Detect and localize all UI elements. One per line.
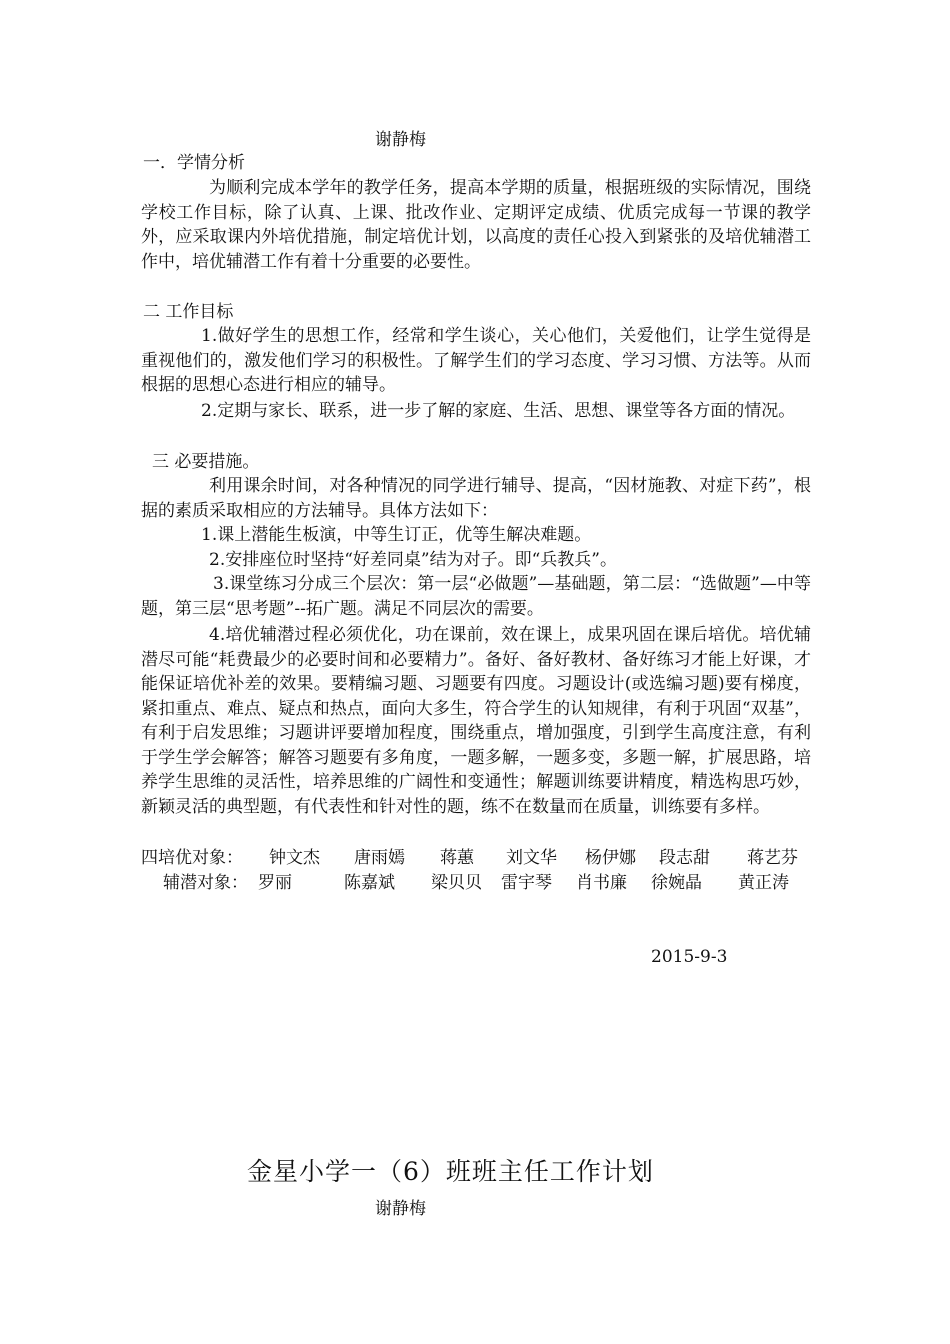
document-date: 2015-9-3 bbox=[651, 947, 728, 967]
student-name: 梁贝贝 bbox=[431, 873, 482, 893]
excel-students-label: 四培优对象： bbox=[141, 848, 243, 868]
next-document-title: 金星小学一（6）班班主任工作计划 bbox=[247, 1157, 654, 1186]
student-name: 刘文华 bbox=[506, 848, 557, 868]
section-heading-analysis: 一．学情分析 bbox=[143, 153, 245, 173]
section-heading-goals: 二 工作目标 bbox=[143, 302, 234, 322]
student-name: 陈嘉斌 bbox=[344, 873, 395, 893]
support-students-label: 辅潜对象： bbox=[163, 873, 248, 893]
goal-item-1: 1.做好学生的思想工作，经常和学生谈心，关心他们，关爱他们，让学生觉得是重视他们的，激发他们学习的积极性。了解学生们的学习态度、学习习惯、方法等。从而根据的思想心态进行相应的辅导。 bbox=[141, 326, 811, 395]
next-document-author: 谢静梅 bbox=[375, 1199, 426, 1219]
student-name: 肖书廉 bbox=[576, 873, 627, 893]
student-name: 蒋蕙 bbox=[440, 848, 474, 868]
measure-item-4: 4.培优辅潜过程必须优化，功在课前，效在课上，成果巩固在课后培优。培优辅潜尽可能“耗费最少的必要时间和必要精力”。备好、备好教材、备好练习才能上好课，才能保证培优补差的效果。要精编习题、习题要有四度。习题设计(或选编习题)要有梯度，紧扣重点、难点、疑点和热点，面向大多生，符合学生的认知规律，有利于巩固“双基”，有利于启发思维；习题讲评要增加程度，围绕重点，增加强度，引到学生高度注意，有利于学生学会解答；解答习题要有多角度，一题多解，一题多变，多题一解，扩展思路，培养学生思维的灵活性，培养思维的广阔性和变通性；解题训练要讲精度，精选构思巧妙，新颖灵活的典型题，有代表性和针对性的题，练不在数量而在质量，训练要有多样。 bbox=[141, 625, 811, 817]
measure-item-2: 2.安排座位时坚持“好差同桌”结为对子。即“兵教兵”。 bbox=[209, 550, 617, 570]
author-name: 谢静梅 bbox=[375, 130, 426, 150]
measures-intro: 利用课余时间，对各种情况的同学进行辅导、提高，“因材施教、对症下药”，根据的素质采取相应的方法辅导。具体方法如下： bbox=[141, 476, 811, 521]
measure-item-1: 1.课上潜能生板演，中等生订正，优等生解决难题。 bbox=[201, 525, 592, 545]
analysis-paragraph: 为顺利完成本学年的教学任务，提高本学期的质量，根据班级的实际情况，围绕学校工作目标，除了认真、上课、批改作业、定期评定成绩、优质完成每一节课的教学外，应采取课内外培优措施，制定培优计划，以高度的责任心投入到紧张的及培优辅潜工作中，培优辅潜工作有着十分重要的必要性。 bbox=[141, 178, 811, 272]
student-name: 徐婉晶 bbox=[651, 873, 702, 893]
excel-students-row bbox=[141, 846, 821, 870]
student-name: 雷宇琴 bbox=[501, 873, 552, 893]
student-name: 钟文杰 bbox=[269, 848, 320, 868]
goal-item-2: 2.定期与家长、联系，进一步了解的家庭、生活、思想、课堂等各方面的情况。 bbox=[201, 401, 796, 421]
section-heading-measures: 三 必要措施。 bbox=[152, 452, 260, 472]
student-name: 唐雨嫣 bbox=[354, 848, 405, 868]
support-students-row bbox=[163, 871, 823, 895]
student-name: 罗丽 bbox=[258, 873, 292, 893]
student-name: 黄正涛 bbox=[738, 873, 789, 893]
student-name: 蒋艺芬 bbox=[747, 848, 798, 868]
student-name: 段志甜 bbox=[659, 848, 710, 868]
measure-item-3: 3.课堂练习分成三个层次：第一层“必做题”—基础题，第二层：“选做题”—中等题，第三层“思考题”--拓广题。满足不同层次的需要。 bbox=[141, 574, 811, 619]
student-name: 杨伊娜 bbox=[585, 848, 636, 868]
